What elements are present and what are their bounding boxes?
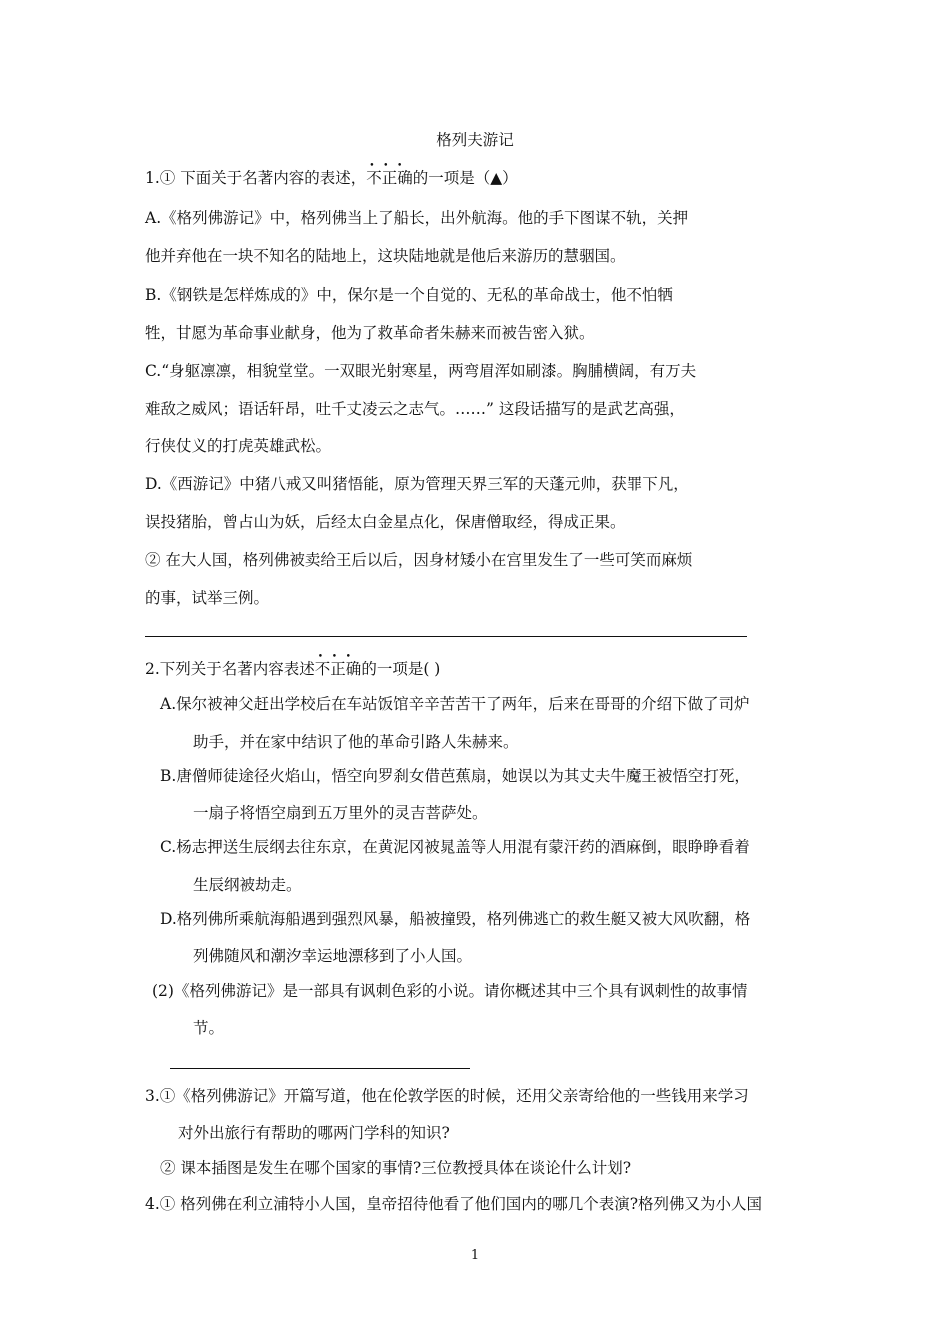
answer-line-1 [145, 636, 747, 637]
q3-line1: 3.①《格列佛游记》开篇写道，他在伦敦学医的时候，还用父亲寄给他的一些钱用来学习 [145, 1087, 749, 1105]
q2-option-b-line1: B.唐僧师徒途径火焰山，悟空向罗刹女借芭蕉扇，她误以为其丈夫牛魔王被悟空打死， [160, 767, 750, 785]
q2-stem [145, 659, 440, 679]
q1-part2-line1: ② 在大人国，格列佛被卖给王后以后，因身材矮小在宫里发生了一些可笑而麻烦 [145, 551, 693, 569]
q1-stem-emphasis: • • 不正确 [366, 169, 413, 187]
q1-option-c-line2: 难敌之威风；语话轩昂，吐千丈凌云之志气。……” 这段话描写的是武艺高强， [145, 400, 685, 418]
q2-part2-line2: 节。 [193, 1019, 225, 1037]
q1-option-b-line1: B.《钢铁是怎样炼成的》中，保尔是一个自觉的、无私的革命战士，他不怕牺 [145, 286, 673, 304]
q1-option-b-line2: 牲，甘愿为革命事业献身，他为了救革命者朱赫来而被告密入狱。 [145, 324, 595, 342]
q2-option-a-line2: 助手，并在家中结识了他的革命引路人朱赫来。 [193, 733, 519, 751]
q2-option-c-line1: C.杨志押送生辰纲去往东京，在黄泥冈被晁盖等人用混有蒙汗药的酒麻倒，眼睁睁看着 [160, 838, 750, 856]
q2-option-b-line2: 一扇子将悟空扇到五万里外的灵吉菩萨处。 [193, 804, 488, 822]
q1-stem-post: 的一项是（▲） [412, 169, 518, 187]
q1-option-a-line2: 他并弃他在一块不知名的陆地上，这块陆地就是他后来游历的慧骃国。 [145, 247, 626, 265]
q2-option-c-line2: 生辰纲被劫走。 [193, 876, 302, 894]
q4-line1: 4.① 格列佛在利立浦特小人国，皇帝招待他看了他们国内的哪几个表演?格列佛又为小人国 [145, 1195, 763, 1213]
q2-stem-post: 的一项是( ) [361, 660, 441, 678]
page-number: 1 [470, 1248, 480, 1263]
q1-option-a-line1: A.《格列佛游记》中，格列佛当上了船长，出外航海。他的手下图谋不轨，关押 [145, 209, 689, 227]
q2-part2-line1: (2)《格列佛游记》是一部具有讽刺色彩的小说。请你概述其中三个具有讽刺性的故事情 [152, 982, 748, 1000]
q2-option-a-line1: A.保尔被神父赶出学校后在车站饭馆辛辛苦苦干了两年，后来在哥哥的介绍下做了司炉 [160, 695, 750, 713]
q1-part2-line2: 的事，试举三例。 [145, 589, 270, 607]
q3-line3: ② 课本插图是发生在哪个国家的事情?三位教授具体在谈论什么计划? [160, 1159, 632, 1177]
q2-stem-pre: 2.下列关于名著内容表述 [145, 660, 315, 678]
q1-stem-pre: 1.① 下面关于名著内容的表述， [145, 169, 367, 187]
q2-option-d-line1: D.格列佛所乘航海船遇到强烈风暴，船被撞毁，格列佛逃亡的救生艇又被大风吹翻，格 [160, 910, 751, 928]
answer-line-2 [170, 1068, 470, 1069]
q1-option-d-line2: 误投猪胎，曾占山为妖，后经太白金星点化，保唐僧取经，得成正果。 [145, 513, 626, 531]
page-title: 格列夫游记 [436, 131, 514, 149]
q1-option-c-line3: 行侠仗义的打虎英雄武松。 [145, 437, 332, 455]
q3-line2: 对外出旅行有帮助的哪两门学科的知识? [178, 1124, 450, 1142]
q1-stem [145, 168, 518, 188]
q1-option-d-line1: D.《西游记》中猪八戒又叫猪悟能，原为管理天界三军的天蓬元帅，获罪下凡， [145, 475, 689, 493]
q1-option-c-line1: C.“身躯凛凛，相貌堂堂。一双眼光射寒星，两弯眉浑如刷漆。胸脯横阔，有万夫 [145, 362, 697, 380]
q2-stem-emphasis: • • 不正确 [315, 660, 362, 678]
q2-option-d-line2: 列佛随风和潮汐幸运地漂移到了小人国。 [193, 947, 473, 965]
